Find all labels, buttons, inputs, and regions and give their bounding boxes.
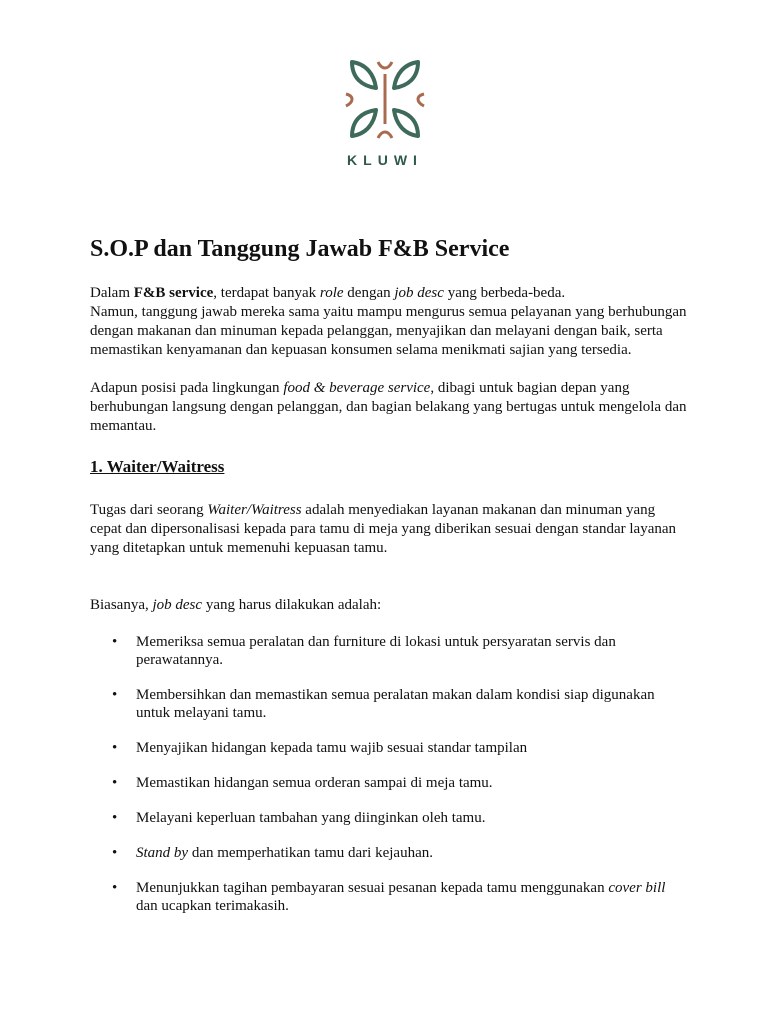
- bullet-icon: •: [112, 880, 118, 896]
- job-desc-lead: [90, 596, 690, 615]
- logo-wordmark: KLUWI: [347, 152, 423, 168]
- list-item: [90, 739, 690, 757]
- job-desc-list: [90, 633, 690, 915]
- bullet-icon: •: [112, 687, 118, 703]
- intro-text: Namun, tanggung jawab mereka sama yaitu mampu mengurus semua pelayanan yang berhubungan dengan makanan dan minuman kepada pelanggan, menyajikan dan melayani dengan baik, serta memastikan kenyamanan dan kepuasan konsumen selama menikmati sajian yang tersedia.: [90, 304, 687, 358]
- section-description: [90, 501, 690, 558]
- positions-text: Adapun posisi pada lingkungan: [90, 380, 284, 396]
- kluwi-logo: [332, 52, 438, 174]
- lead-text: Biasanya,: [90, 597, 153, 613]
- positions-text: , dibagi untuk bagian depan yang berhubungan langsung dengan pelanggan, dan bagian belakang yang bertugas untuk mengelola dan memantau.: [90, 380, 687, 434]
- section-text: Tugas dari seorang: [90, 502, 208, 518]
- positions-italic-term: food & beverage service: [283, 380, 431, 396]
- list-item-text: Melayani keperluan tambahan yang diinginkan oleh tamu.: [136, 810, 486, 826]
- intro-text: Dalam: [90, 285, 134, 301]
- list-item: [90, 686, 690, 722]
- section-italic-term: Waiter/Waitress: [207, 502, 302, 518]
- bullet-icon: •: [112, 740, 118, 756]
- document-body: [90, 232, 690, 932]
- spacer: [90, 558, 690, 596]
- list-item: [90, 879, 690, 915]
- bullet-icon: •: [112, 634, 118, 650]
- list-item-text: dan ucapkan terimakasih.: [136, 898, 289, 914]
- bullet-icon: •: [112, 845, 118, 861]
- lead-text: yang harus dilakukan adalah:: [202, 597, 382, 613]
- intro-text: yang berbeda-beda.: [443, 285, 566, 301]
- list-item-text: Membersihkan dan memastikan semua peralatan makan dalam kondisi siap digunakan untuk melayani tamu.: [136, 687, 655, 721]
- intro-text: dengan: [343, 285, 395, 301]
- list-item: [90, 809, 690, 827]
- bullet-icon: •: [112, 810, 118, 826]
- list-item-text: Memastikan hidangan semua orderan sampai di meja tamu.: [136, 775, 493, 791]
- list-item-italic-term: Stand by: [136, 845, 189, 861]
- lead-italic-term: job desc: [152, 597, 203, 613]
- list-item: [90, 633, 690, 669]
- bullet-icon: •: [112, 775, 118, 791]
- kluwi-leaf-emblem-icon: [332, 52, 438, 148]
- section-heading: 1. Waiter/Waitress: [90, 457, 225, 476]
- intro-italic-term: job desc: [394, 285, 444, 301]
- positions-paragraph: [90, 379, 690, 436]
- list-item-text: dan memperhatikan tamu dari kejauhan.: [188, 845, 433, 861]
- list-item-text: Memeriksa semua peralatan dan furniture di lokasi untuk persyaratan servis dan perawatannya.: [136, 634, 616, 668]
- list-item: [90, 844, 690, 862]
- list-item-text: Menyajikan hidangan kepada tamu wajib sesuai standar tampilan: [136, 740, 528, 756]
- list-item-text: Menunjukkan tagihan pembayaran sesuai pesanan kepada tamu menggunakan: [136, 880, 609, 896]
- intro-paragraph: [90, 284, 690, 360]
- list-item: [90, 774, 690, 792]
- list-item-italic-term: cover bill: [608, 880, 666, 896]
- intro-bold-term: F&B service: [133, 285, 214, 301]
- section-text: adalah menyediakan layanan makanan dan minuman yang cepat dan dipersonalisasi kepada para tamu di meja yang diberikan sesuai dengan standar layanan yang ditetapkan untuk memenuhi kepuasan tamu.: [90, 502, 677, 556]
- page-title: S.O.P dan Tanggung Jawab F&B Service: [90, 236, 510, 262]
- intro-italic-term: role: [319, 285, 344, 301]
- intro-text: , terdapat banyak: [213, 285, 320, 301]
